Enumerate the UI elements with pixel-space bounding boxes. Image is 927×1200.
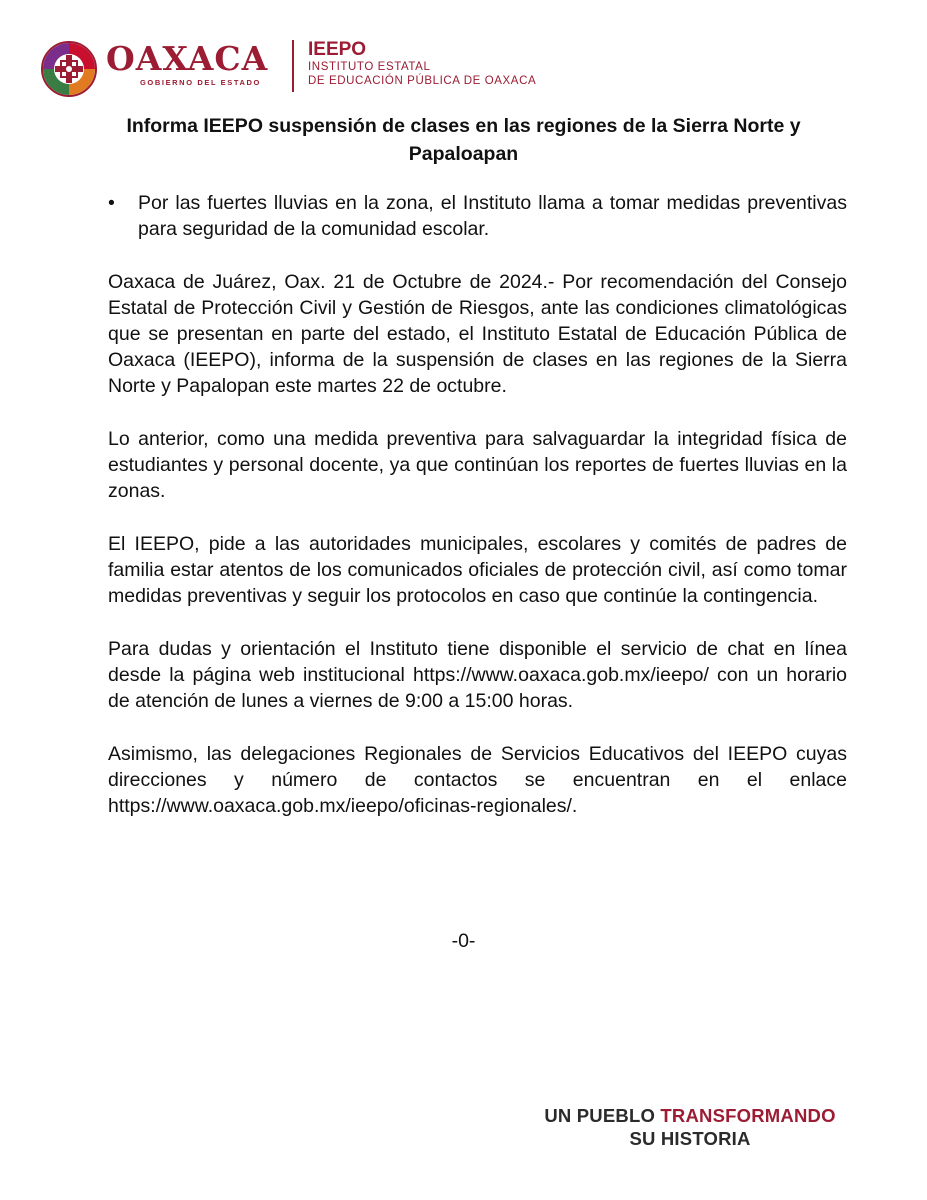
oaxaca-emblem-icon bbox=[40, 40, 98, 98]
header-divider bbox=[292, 40, 294, 92]
slogan-part2: TRANSFORMANDO bbox=[660, 1105, 836, 1126]
brand-name: OAXACA bbox=[106, 39, 269, 78]
footer-slogan bbox=[530, 1104, 850, 1150]
letterhead bbox=[40, 38, 600, 98]
institute-acronym: IEEPO bbox=[308, 39, 367, 60]
slogan-part3: SU HISTORIA bbox=[629, 1128, 751, 1149]
paragraph-rationale: Lo anterior, como una medida preventiva para salvaguardar la integridad física de estudiantes y personal docente, ya que continúan los reportes de fuertes lluvias en la zonas. bbox=[108, 428, 847, 502]
document-separator: -0- bbox=[451, 930, 476, 952]
paragraph-regional-offices: Asimismo, las delegaciones Regionales de Servicios Educativos del IEEPO cuyas direcciones y número de contactos se encuentran en el enlace https://www.oaxaca.gob.mx/ieepo/oficinas-regionales/. bbox=[108, 743, 847, 817]
bullet-text: Por las fuertes lluvias en la zona, el Instituto llama a tomar medidas preventivas para seguridad de la comunidad escolar. bbox=[138, 192, 847, 240]
paragraph-dateline: Oaxaca de Juárez, Oax. 21 de Octubre de 2024.- Por recomendación del Consejo Estatal de Protección Civil y Gestión de Riesgos, ante las condiciones climatológicas que se presentan en parte del estado, el Instituto Estatal de Educación Pública de Oaxaca (IEEPO), informa de la suspensión de clases en las regiones de la Sierra Norte y Papalopan este martes 22 de octubre. bbox=[108, 271, 847, 397]
slogan-part1: UN PUEBLO bbox=[544, 1105, 656, 1126]
brand-subtitle: GOBIERNO DEL ESTADO bbox=[140, 78, 261, 87]
institute-name-line2: DE EDUCACIÓN PÚBLICA DE OAXACA bbox=[308, 75, 537, 87]
paragraph-request: El IEEPO, pide a las autoridades municipales, escolares y comités de padres de familia estar atentos de los comunicados oficiales de protección civil, así como tomar medidas preventivas y seguir los protocolos en caso que continúe la contingencia. bbox=[108, 533, 847, 607]
institute-name-line1: INSTITUTO ESTATAL bbox=[308, 61, 431, 73]
paragraph-contact-chat: Para dudas y orientación el Instituto tiene disponible el servicio de chat en línea desde la página web institucional https://www.oaxaca.gob.mx/ieepo/ con un horario de atención de lunes a viernes de 9:00 a 15:00 horas. bbox=[108, 638, 847, 712]
bullet-item bbox=[108, 190, 847, 242]
document-body bbox=[108, 190, 847, 846]
document-title: Informa IEEPO suspensión de clases en las regiones de la Sierra Norte y Papaloapan bbox=[126, 115, 801, 165]
bullet-symbol: • bbox=[108, 192, 115, 214]
